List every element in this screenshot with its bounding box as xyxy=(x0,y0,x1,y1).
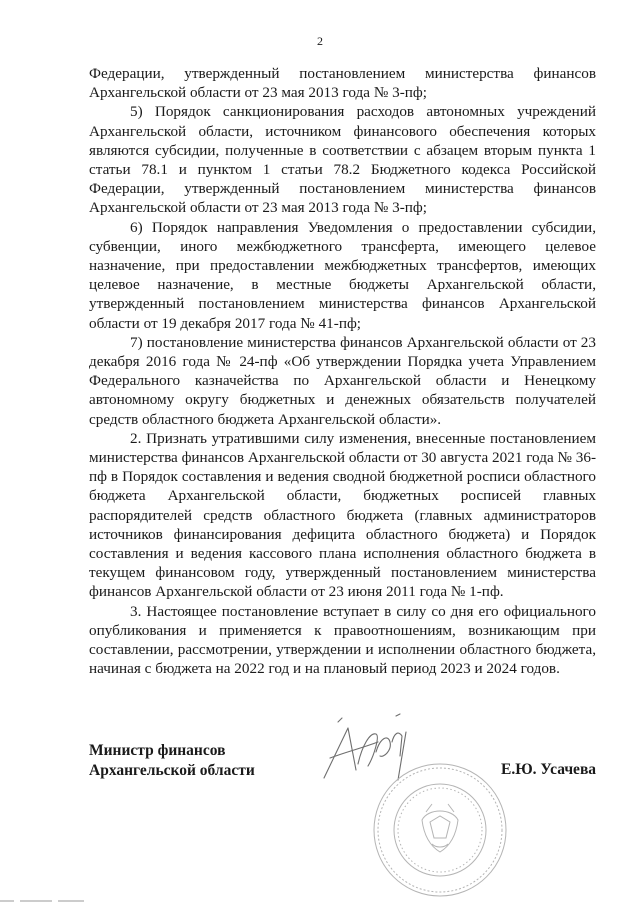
scan-edge-mark xyxy=(0,897,90,905)
signatory-position-line1: Министр финансов xyxy=(89,742,226,759)
signatory-name: Е.Ю. Усачева xyxy=(501,761,597,778)
paragraph-item-6: 6) Порядок направления Уведомления о предоставлении субсидии, субвенции, иного межбюджетного трансферта, имеющего целевое назначение, при предоставлении межбюджетных трансфертов, имеющих целевое назначение, в местные бюджеты Архангельской области, утвержденный постановлением министерства финансов Архангельской области от 19 декабря 2017 года № 41-пф; xyxy=(89,218,596,332)
paragraph-clause-2: 2. Признать утратившими силу изменения, внесенные постановлением министерства финансов Архангельской области от 30 августа 2021 года № 36-пф в Порядок составления и ведения сводной бюджетной росписи областного бюджета Архангельской области, бюджетных росписей главных распорядителей средств областного бюджета (главных администраторов источников финансирования дефицита областного бюджета) и Порядок составления и ведения кассового плана исполнения областного бюджета в текущем финансовом году, утвержденный постановлением министерства финансов Архангельской области от 23 июня 2011 года № 1-пф. xyxy=(89,429,597,601)
page-number: 2 xyxy=(317,34,323,48)
paragraph-item-5: 5) Порядок санкционирования расходов автономных учреждений Архангельской области, источником финансового обеспечения которых являются субсидии, полученные в соответствии с абзацем вторым пункта 1 статьи 78.1 и пунктом 1 статьи 78.2 Бюджетного кодекса Российской Федерации, утвержденный постановлением министерства финансов Архангельской области от 23 мая 2013 года № 3-пф; xyxy=(89,103,596,217)
paragraph-continuation: Федерации, утвержденный постановлением министерства финансов Архангельской области от 23 мая 2013 года № 3-пф; xyxy=(89,65,596,102)
paragraph-item-7: 7) постановление министерства финансов Архангельской области от 23 декабря 2016 года № 24-пф «Об утверждении Порядка учета Управлением Федерального казначейства по Архангельской области и Ненецкому автономному округу бюджетных и денежных обязательств получателей средств областного бюджета Архангельской области». xyxy=(89,333,596,428)
paragraph-clause-3: 3. Настоящее постановление вступает в силу со дня его официального опубликования и применяется к правоотношениям, возникающим при составлении, рассмотрении, утверждении и исполнении областного бюджета, начиная с бюджета на 2022 год и на плановый период 2023 и 2024 годов. xyxy=(89,602,596,678)
signatory-position-line2: Архангельской области xyxy=(89,761,255,779)
official-seal xyxy=(370,760,510,900)
signatory-position xyxy=(89,741,255,780)
document-body xyxy=(89,64,596,679)
